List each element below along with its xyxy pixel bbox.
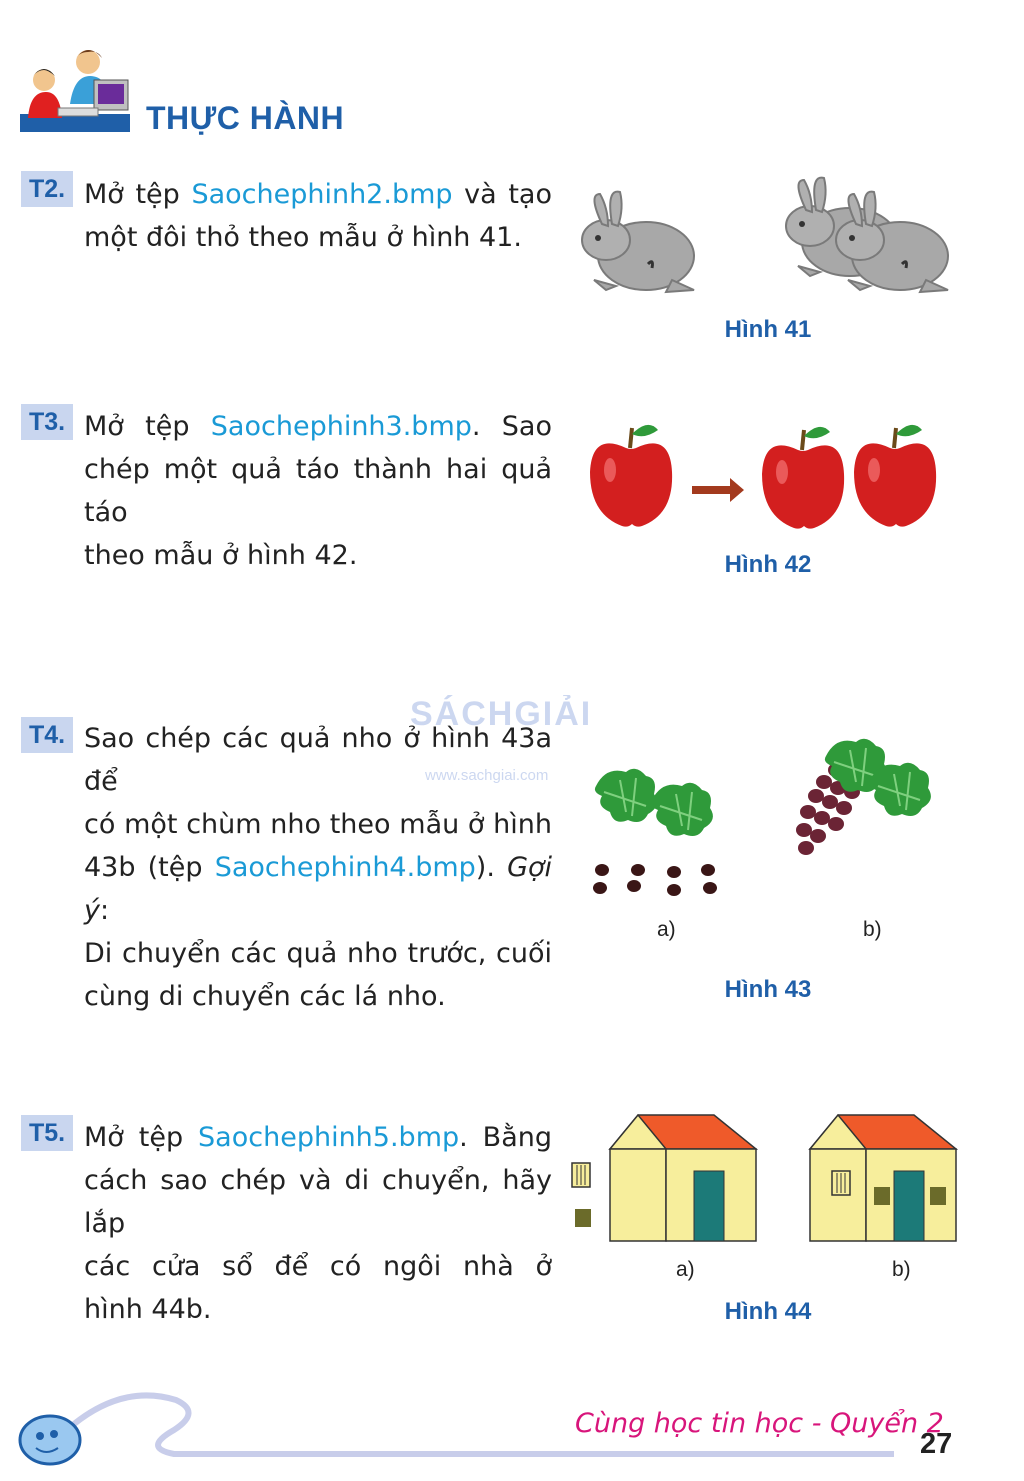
task-text-t2 (84, 173, 552, 259)
text-line: chép một quả táo thành hai quả táo (84, 454, 552, 528)
hint-label: Gợi ý (84, 852, 553, 926)
text-line: 43b (tệp Saochephinh4.bmp). Gợi ý: (84, 852, 553, 926)
mouse-icon (20, 1416, 80, 1464)
task-label-t2: T2. (21, 171, 73, 207)
page-number: 27 (920, 1428, 953, 1460)
children-computer-illustration (18, 44, 134, 136)
file-name: Saochephinh2.bmp (191, 179, 453, 210)
figure-44-sub-b: b) (892, 1258, 911, 1281)
figure-41-caption: Hình 41 (724, 316, 812, 343)
apple-original (590, 425, 672, 527)
loose-grapes (593, 864, 717, 896)
watermark-url: www.sachgiai.com (425, 767, 549, 784)
task-label-t4: T4. (21, 717, 73, 753)
figure-43-sub-a: a) (657, 918, 676, 941)
rabbit-single (582, 192, 694, 292)
text-line: có một chùm nho theo mẫu ở hình (84, 809, 552, 840)
grape-leaf-a2 (651, 783, 713, 836)
figure-43-sub-b: b) (863, 918, 882, 941)
text-line: Mở tệp Saochephinh3.bmp. Sao (84, 411, 552, 442)
task-text-t4 (84, 717, 552, 1018)
figure-42-apples (582, 410, 952, 540)
text-line: Sao chép các quả nho ở hình 43a để (84, 723, 552, 797)
task-text-t5 (84, 1116, 552, 1331)
task-label-t3: T3. (21, 404, 73, 440)
file-name: Saochephinh4.bmp (214, 852, 476, 883)
figure-44-sub-a: a) (676, 1258, 695, 1281)
apple-copy-1 (762, 427, 844, 529)
text-line: hình 44b. (84, 1294, 212, 1325)
figure-43-caption: Hình 43 (724, 976, 812, 1003)
file-name: Saochephinh5.bmp (198, 1122, 460, 1153)
grape-leaf-b2 (869, 763, 931, 816)
figure-44-houses (566, 1105, 966, 1255)
task-text-t3 (84, 405, 552, 577)
text-line: các cửa sổ để có ngôi nhà ở (84, 1251, 552, 1282)
text-line: một đôi thỏ theo mẫu ở hình 41. (84, 222, 522, 253)
task-label-t5: T5. (21, 1115, 73, 1151)
figure-41-rabbits (572, 160, 962, 305)
file-name: Saochephinh3.bmp (210, 411, 472, 442)
grape-leaf-a1 (595, 769, 657, 822)
window-solid-piece (575, 1209, 591, 1227)
apple-copy-2 (854, 425, 936, 527)
figure-42-caption: Hình 42 (724, 551, 812, 578)
watermark-logo: SÁCHGIẢI (410, 695, 593, 733)
text-line: Mở tệp Saochephinh5.bmp. Bằng (84, 1122, 552, 1153)
text-line: Mở tệp Saochephinh2.bmp và tạo (84, 179, 552, 210)
figure-43-grapes (580, 730, 960, 910)
book-title: Cùng học tin học - Quyển 2 (575, 1408, 944, 1439)
text-line: cùng di chuyển các lá nho. (84, 981, 446, 1012)
text-line: theo mẫu ở hình 42. (84, 540, 358, 571)
section-title: THỰC HÀNH (146, 100, 345, 136)
text-line: cách sao chép và di chuyển, hãy lắp (84, 1165, 552, 1239)
text-line: Di chuyển các quả nho trước, cuối (84, 938, 552, 969)
figure-44-caption: Hình 44 (724, 1298, 812, 1325)
arrow-icon (692, 478, 744, 502)
